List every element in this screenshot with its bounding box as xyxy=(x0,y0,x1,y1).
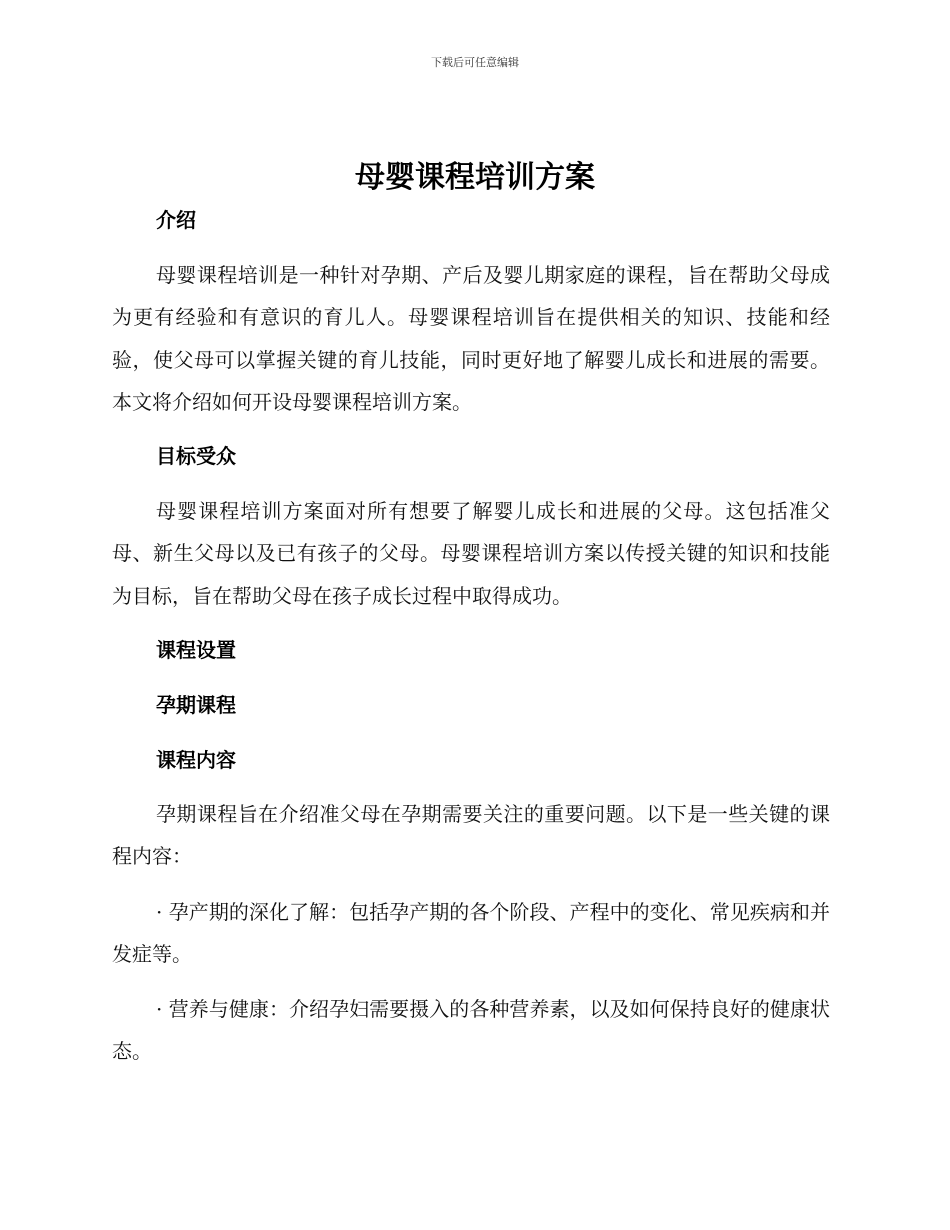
page-header: 下载后可任意编辑 xyxy=(431,56,519,69)
list-item-bullet-2: · 营养与健康：介绍孕妇需要摄入的各种营养素，以及如何保持良好的健康状态。 xyxy=(112,997,830,1064)
heading-course-setup: 课程设置 xyxy=(156,638,236,662)
heading-pregnancy-course: 孕期课程 xyxy=(156,693,236,717)
paragraph-audience: 母婴课程培训方案面对所有想要了解婴儿成长和进展的父母。这包括准父母、新生父母以及已有孩子的父母。母婴课程培训方案以传授关键的知识和技能为目标，旨在帮助父母在孩子成长过程中取得成功。 xyxy=(112,499,830,608)
heading-course-content: 课程内容 xyxy=(156,748,236,772)
document-title: 母婴课程培训方案 xyxy=(355,160,595,195)
paragraph-course-content: 孕期课程旨在介绍准父母在孕期需要关注的重要问题。以下是一些关键的课程内容： xyxy=(112,802,830,869)
paragraph-intro: 母婴课程培训是一种针对孕期、产后及婴儿期家庭的课程，旨在帮助父母成为更有经验和有意识的育儿人。母婴课程培训旨在提供相关的知识、技能和经验，使父母可以掌握关键的育儿技能，同时更好地了解婴儿成长和进展的需要。本文将介绍如何开设母婴课程培训方案。 xyxy=(112,263,830,414)
heading-audience: 目标受众 xyxy=(156,444,236,468)
list-item-bullet-1: · 孕产期的深化了解：包括孕产期的各个阶段、产程中的变化、常见疾病和并发症等。 xyxy=(112,900,830,967)
heading-intro: 介绍 xyxy=(156,208,196,232)
